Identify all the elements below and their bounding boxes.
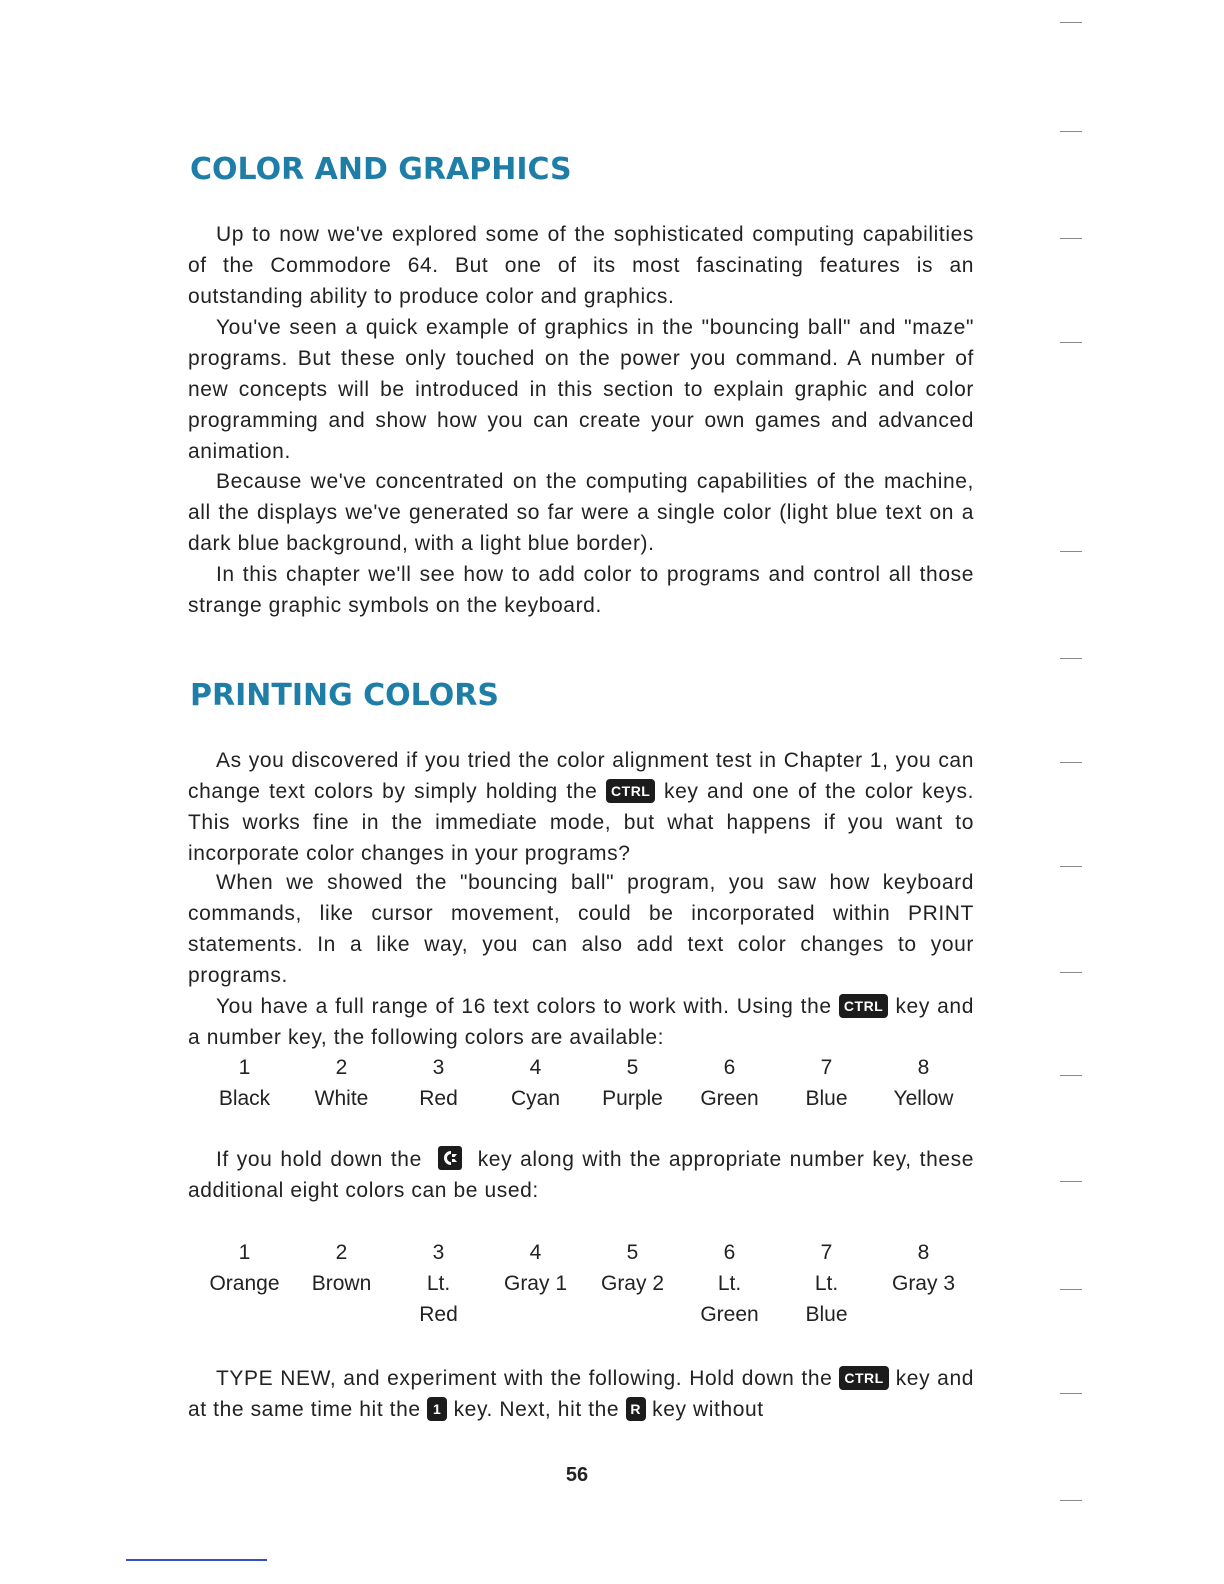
margin-tick-marks (1060, 0, 1090, 1584)
color-entry (875, 1052, 972, 1114)
color-number: 5 (626, 1241, 639, 1264)
color-entry (584, 1052, 681, 1114)
paragraph-text: If you hold down the (216, 1148, 422, 1171)
paragraph-text: key without (652, 1398, 764, 1421)
color-number: 8 (917, 1241, 930, 1264)
color-number: 8 (917, 1056, 930, 1079)
color-entry (196, 1052, 293, 1114)
color-entry (293, 1237, 390, 1330)
color-name: Lt. Blue (805, 1272, 848, 1326)
color-number: 5 (626, 1056, 639, 1079)
paragraph: Because we've concentrated on the computing capabilities of the machine, all the displays we've generated so far were a single color (light blue text on a dark blue background, with a light blue border). (188, 470, 974, 555)
paragraph (188, 1363, 974, 1425)
color-entry (487, 1237, 584, 1330)
paragraph (188, 745, 974, 869)
color-number: 4 (529, 1241, 542, 1264)
paragraph-text: You have a full range of 16 text colors to work with. Using the (216, 995, 832, 1018)
color-number: 3 (432, 1241, 445, 1264)
color-number: 2 (335, 1241, 348, 1264)
paragraph (188, 1144, 974, 1206)
color-entry (584, 1237, 681, 1330)
color-name: White (314, 1087, 369, 1110)
color-entry (778, 1237, 875, 1330)
color-name: Gray 2 (600, 1272, 665, 1295)
page-number: 56 (565, 1464, 589, 1486)
paragraph: You've seen a quick example of graphics in the "bouncing ball" and "maze" programs. But these only touched on the power you command. A number of new concepts will be introduced in this section to explain graphic and color programming and show how you can create your own games and advanced animation. (188, 316, 974, 463)
ctrl-key: CTRL (839, 1366, 888, 1390)
paragraph (188, 991, 974, 1053)
color-name: Cyan (510, 1087, 561, 1110)
color-name: Purple (602, 1087, 663, 1110)
section-title-printing-colors: PRINTING COLORS (190, 678, 499, 713)
footer-rule (126, 1559, 267, 1561)
color-name: Gray 1 (503, 1272, 568, 1295)
ctrl-key: CTRL (606, 779, 655, 803)
ctrl-key: CTRL (839, 994, 888, 1018)
color-name: Red (419, 1087, 458, 1110)
color-entry (681, 1052, 778, 1114)
color-name: Lt. Red (419, 1272, 458, 1326)
color-number: 6 (723, 1056, 736, 1079)
color-number: 3 (432, 1056, 445, 1079)
color-entry (681, 1237, 778, 1330)
one-key: 1 (427, 1397, 447, 1421)
color-number: 2 (335, 1056, 348, 1079)
color-entry (390, 1237, 487, 1330)
paragraph-text: key along with the appropriate number key, these additional eight colors can be used: (188, 1148, 975, 1202)
color-name: Brown (311, 1272, 372, 1295)
color-entry (390, 1052, 487, 1114)
section-title-color-and-graphics: COLOR AND GRAPHICS (190, 152, 572, 187)
commodore-color-table (196, 1237, 972, 1330)
paragraph-text: As you discovered if you tried the color alignment test in Chapter 1, you can change text colors by simply holding the (188, 749, 974, 803)
color-entry (293, 1052, 390, 1114)
paragraph: Up to now we've explored some of the sophisticated computing capabilities of the Commodore 64. But one of its most fascinating features is an outstanding ability to produce color and graphics. (188, 223, 974, 308)
paragraph: In this chapter we'll see how to add color to programs and control all those strange graphic symbols on the keyboard. (188, 563, 974, 617)
color-number: 1 (238, 1241, 251, 1264)
color-entry (875, 1237, 972, 1330)
color-name: Yellow (893, 1087, 954, 1110)
color-name: Black (218, 1087, 271, 1110)
paragraph-text: key and a number key, the following colors are available: (188, 995, 974, 1049)
paragraph-text: key and at the same time hit the (188, 1367, 975, 1421)
ctrl-color-table (196, 1052, 972, 1114)
color-name: Gray 3 (891, 1272, 956, 1295)
color-name: Orange (209, 1272, 280, 1295)
color-name: Blue (805, 1087, 848, 1110)
color-number: 7 (820, 1056, 833, 1079)
color-entry (196, 1237, 293, 1330)
color-name: Lt. Green (700, 1272, 759, 1326)
color-number: 6 (723, 1241, 736, 1264)
color-number: 4 (529, 1056, 542, 1079)
color-entry (778, 1052, 875, 1114)
color-number: 7 (820, 1241, 833, 1264)
commodore-logo-icon (438, 1146, 462, 1170)
color-number: 1 (238, 1056, 251, 1079)
color-entry (487, 1052, 584, 1114)
r-key: R (626, 1397, 646, 1421)
paragraph-text: TYPE NEW, and experiment with the following. Hold down the (216, 1367, 833, 1390)
paragraph-text: key. Next, hit the (453, 1398, 620, 1421)
paragraph-text: key and one of the color keys. This works fine in the immediate mode, but what happens if you want to incorporate color changes in your programs? (188, 780, 975, 865)
color-name: Green (700, 1087, 759, 1110)
paragraph: When we showed the "bouncing ball" program, you saw how keyboard commands, like cursor movement, could be incorporated within PRINT statements. In a like way, you can also add text color changes to your programs. (188, 871, 974, 987)
